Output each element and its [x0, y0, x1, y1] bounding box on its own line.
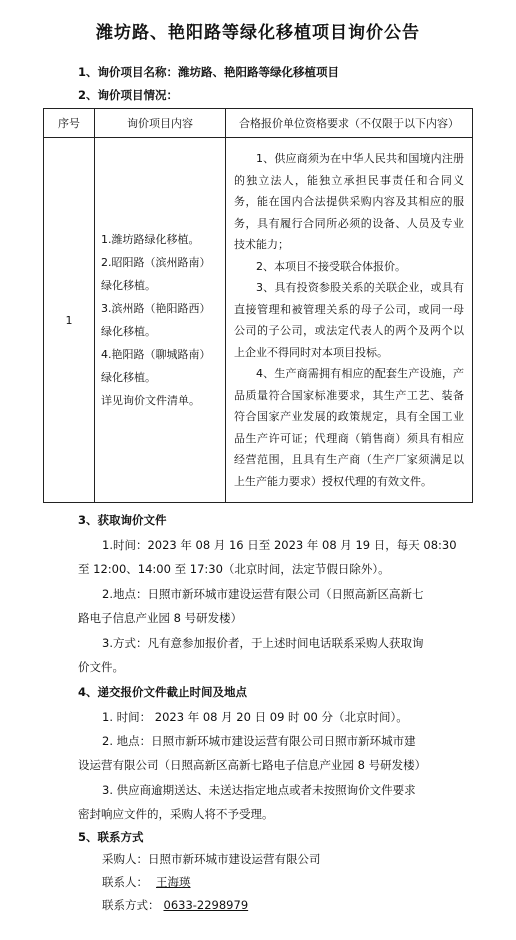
requirement-item: 3、具有投资参股关系的关联企业，或具有直接管理和被管理关系的母子公司，或同一母公司的子公司，或法定代表人的两个及两个以上企业不得同时对本项目投标。 [234, 281, 464, 359]
contact-value: 王海瑛 [156, 875, 191, 889]
requirement-item: 2、本项目不接受联合体报价。 [256, 259, 406, 273]
requirement-item: 1、供应商须为在中华人民共和国境内注册的独立法人，能独立承担民事责任和合同义务，能在国内合法提供采购内容及其相应的服务，具有履行合同所必须的设备、人员及专业技术能力； [234, 152, 464, 251]
submit-place-line-2: 设运营有限公司（日照高新区高新七路电子信息产业园 8 号研发楼） [78, 758, 427, 772]
header-index: 序号 [44, 109, 95, 138]
buyer-value: 日照市新环城市建设运营有限公司 [148, 852, 321, 866]
header-requirements: 合格报价单位资格要求（不仅限于以下内容） [226, 109, 473, 138]
obtain-method-line-2: 价文件。 [78, 660, 124, 674]
project-name-label: 1、询价项目名称： [78, 65, 179, 79]
section-2-heading: 2、询价项目情况： [78, 88, 179, 102]
section-1-heading [78, 64, 339, 80]
contact-label: 联系人： [102, 875, 148, 889]
row-index: 1 [44, 138, 95, 503]
row-content [95, 138, 226, 503]
section-5-heading: 5、联系方式 [78, 830, 144, 844]
obtain-place-line-1: 2.地点：日照市新环城市建设运营有限公司（日照高新区高新七 [102, 587, 424, 601]
content-item: 3.滨州路（艳阳路西）绿化移植。 [101, 302, 211, 338]
obtain-time-line-1: 1.时间：2023 年 08 月 16 日至 2023 年 08 月 19 日，每天 08:30 [102, 538, 457, 552]
requirements-table [43, 108, 473, 503]
row-requirements [226, 138, 473, 503]
submit-place-line-1: 2. 地点：日照市新环城市建设运营有限公司日照市新环城市建 [102, 734, 416, 748]
obtain-time-line-2: 至 12:00、14:00 至 17:30（北京时间，法定节假日除外）。 [78, 562, 390, 576]
page-title: 潍坊路、艳阳路等绿化移植项目询价公告 [96, 23, 420, 43]
submit-note-line-1: 3. 供应商逾期送达、未送达指定地点或者未按照询价文件要求 [102, 783, 416, 797]
header-content: 询价项目内容 [95, 109, 226, 138]
submit-note-line-2: 密封响应文件的，采购人将不予受理。 [78, 807, 274, 821]
content-item: 2.昭阳路（滨州路南）绿化移植。 [101, 256, 211, 292]
phone-label: 联系方式： [102, 898, 160, 912]
table-row [44, 138, 473, 503]
submit-time-line: 1. 时间： 2023 年 08 月 20 日 09 时 00 分（北京时间）。 [102, 710, 408, 724]
project-name-value: 潍坊路、艳阳路等绿化移植项目 [178, 65, 340, 79]
content-item: 4.艳阳路（聊城路南）绿化移植。 [101, 348, 211, 384]
phone-value: 0633-2298979 [163, 898, 249, 912]
table-header-row [44, 109, 473, 138]
requirement-item: 4、生产商需拥有相应的配套生产设施，产品质量符合国家标准要求，其生产工艺、装备符合国家产业发展的政策规定，具有全国工业品生产许可证；代理商（销售商）须具有相应经营范围，且具有生产商（生产厂家须满足以上生产能力要求）授权代理的有效文件。 [234, 367, 464, 488]
buyer-line [102, 851, 321, 867]
buyer-label: 采购人： [102, 852, 148, 866]
content-item: 1.潍坊路绿化移植。 [101, 233, 200, 246]
section-3-heading: 3、获取询价文件 [78, 513, 167, 527]
obtain-place-line-2: 路电子信息产业园 8 号研发楼） [78, 611, 243, 625]
section-4-heading: 4、递交报价文件截止时间及地点 [78, 685, 247, 699]
content-item: 详见询价文件清单。 [101, 394, 200, 407]
obtain-method-line-1: 3.方式：凡有意参加报价者，于上述时间电话联系采购人获取询 [102, 636, 424, 650]
contact-line [102, 874, 199, 890]
phone-line [102, 897, 252, 913]
